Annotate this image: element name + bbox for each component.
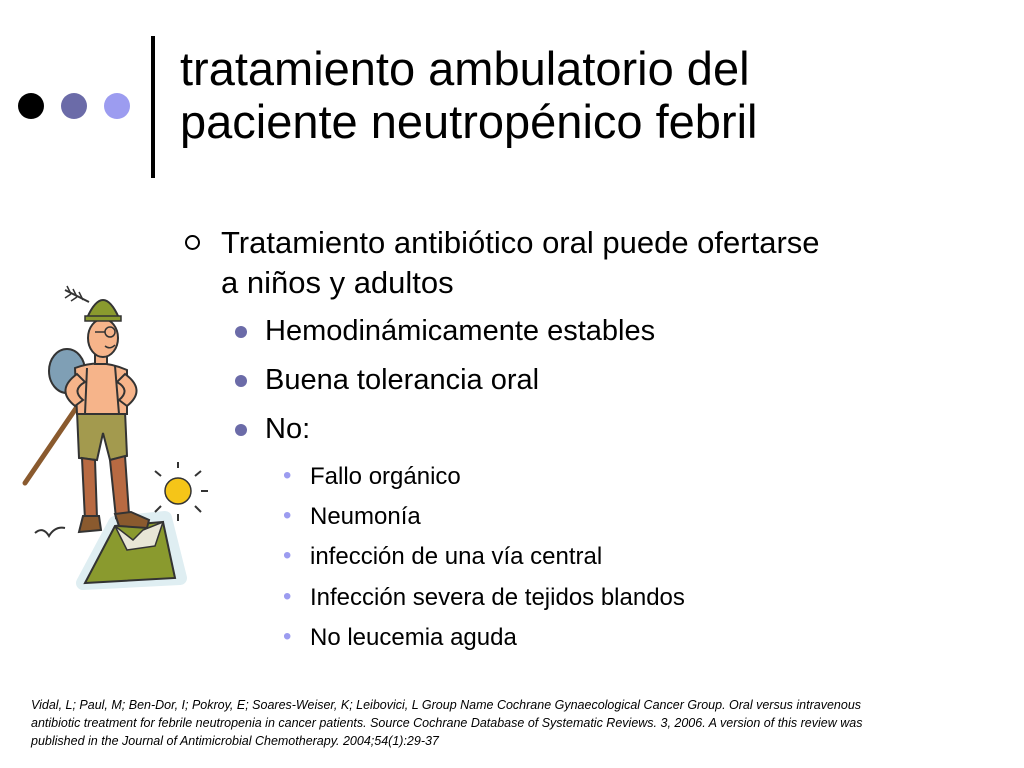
citation-line-1: Vidal, L; Paul, M; Ben-Dor, I; Pokroy, E; Soares-Weiser, K; Leibovici, L Group Name Cochrane Gynaecological Cancer Group. Oral versus intravenous	[31, 698, 862, 712]
sub-bullet-text: No:	[265, 412, 311, 445]
dot-black	[18, 93, 44, 119]
main-bullet	[185, 223, 985, 304]
small-bullet-icon: •	[283, 462, 292, 490]
sub-sub-bullet-text: Neumonía	[310, 503, 421, 531]
sub-bullet	[185, 312, 985, 351]
small-bullet-icon: •	[283, 582, 292, 610]
slide-title	[180, 42, 1010, 148]
main-bullet-line-1: Tratamiento antibiótico oral puede ofertarse	[221, 225, 820, 260]
hiker-clipart-icon	[15, 278, 225, 608]
sub-sub-bullet-text: Fallo orgánico	[310, 463, 461, 491]
sub-bullet	[185, 410, 985, 449]
citation-line-3: published in the Journal of Antimicrobial Chemotherapy. 2004;54(1):29-37	[31, 734, 439, 749]
decorative-dots	[0, 0, 150, 200]
sub-bullet	[185, 361, 985, 400]
sub-bullet-text: Buena tolerancia oral	[265, 363, 540, 396]
title-divider-line	[151, 36, 155, 178]
dot-purple	[61, 93, 87, 119]
bullet-dot-icon	[235, 326, 247, 338]
bullet-dot-icon	[235, 424, 247, 436]
small-bullet-icon: •	[283, 622, 292, 650]
small-bullet-icon: •	[283, 542, 292, 570]
sub-sub-bullet-text: infección de una vía central	[310, 543, 603, 571]
sub-sub-bullet-text: No leucemia aguda	[310, 623, 517, 651]
dot-lavender	[104, 93, 130, 119]
hollow-bullet-icon	[185, 235, 200, 250]
sub-sub-bullet	[185, 622, 985, 653]
sub-sub-bullet	[185, 541, 985, 572]
title-line-2: paciente neutropénico febril	[180, 95, 758, 149]
slide-content	[185, 223, 985, 653]
sub-sub-bullet	[185, 461, 985, 492]
sub-sub-bullet-text: Infección severa de tejidos blandos	[310, 583, 685, 611]
sub-sub-bullet	[185, 501, 985, 532]
small-bullet-icon: •	[283, 502, 292, 530]
sub-sub-bullet	[185, 582, 985, 613]
sub-bullet-text: Hemodinámicamente estables	[265, 314, 656, 347]
main-bullet-line-2: a niños y adultos	[221, 265, 454, 301]
citation	[31, 696, 991, 750]
bullet-dot-icon	[235, 375, 247, 387]
citation-line-2: antibiotic treatment for febrile neutropenia in cancer patients. Source Cochrane Database of Systematic Reviews. 3, 2006. A version of this review was	[31, 716, 863, 731]
title-line-1: tratamiento ambulatorio del	[180, 42, 750, 95]
